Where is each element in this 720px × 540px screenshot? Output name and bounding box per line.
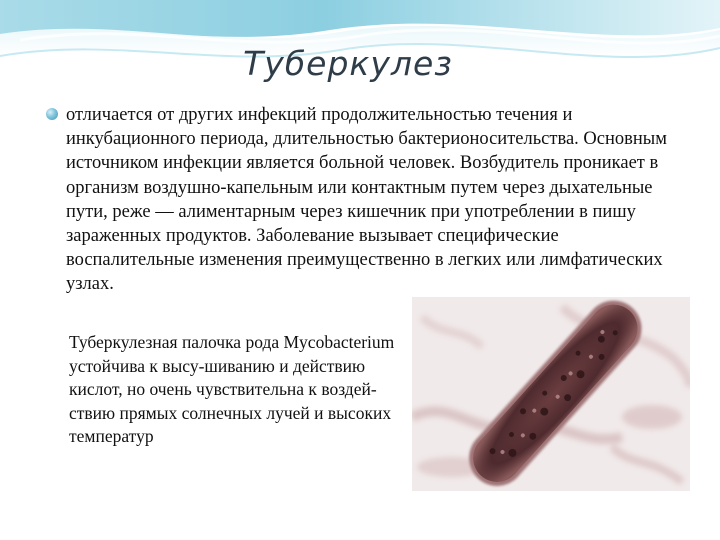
- bullet-text: отличается от других инфекций продолжительностью течения и инкубационного периода, длительностью бактерионосительства. Основным источником инфекции является больной человек. Возбудитель проникает в организм воздушно-капельным или контактным путем через дыхательные пути, реже — алиментарным через кишечник при употреблении в пишу зараженных продуктов. Заболевание вызывает специфические воспалительные изменения преимущественно в легких или лимфатических узлах.: [66, 105, 667, 295]
- bullet-paragraph: [46, 103, 686, 297]
- slide-title: Туберкулез: [243, 44, 453, 83]
- bullet-icon: [46, 108, 58, 120]
- image-caption: Туберкулезная палочка рода Mycobacterium устойчива к высу-шиванию и действию кислот, но очень чувствительна к воздей-ствию прямых солнечных лучей и высоких температур: [69, 332, 395, 446]
- bacterium-micrograph: [412, 297, 690, 491]
